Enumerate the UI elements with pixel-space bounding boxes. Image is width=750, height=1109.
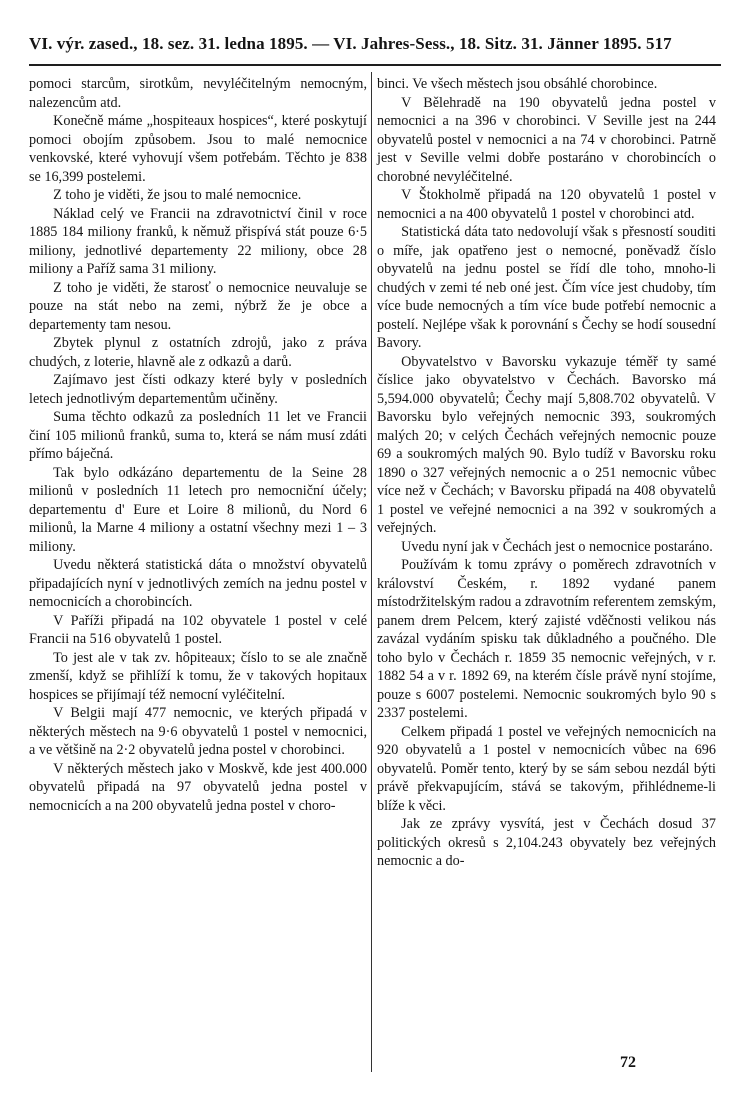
paragraph: V Štokholmě připadá na 120 obyvatelů 1 postel v nemocnici a na 400 obyvatelů 1 postel v chorobinci atd.	[377, 187, 716, 222]
paragraph: pomoci starcům, sirotkům, nevyléčitelným nemocným, nalezencům atd.	[29, 76, 367, 111]
left-column	[29, 75, 367, 815]
paragraph: Používám k tomu zprávy o poměrech zdravotních v království Českém, r. 1892 vydané panem místodržitelským radou a zdravotním referentem zemským, panem drem Pelcem, který zajisté vděčnosti velikou nás zavázal vydáním spisku tak důkladného a poučného. Dle toho bylo v Čechách r. 1859 35 nemocnic veřejných, v r. 1882 54 a v r. 1892 69, na kterém čísle právě nyní stojíme, pouze s 6007 postelemi. Nemocnic soukromých bylo 90 s 2337 postelemi.	[377, 557, 716, 721]
paragraph: V Paříži připadá na 102 obyvatele 1 postel v celé Francii na 516 obyvatelů 1 postel.	[29, 612, 367, 647]
paragraph: Celkem připadá 1 postel ve veřejných nemocnicích na 920 obyvatelů a 1 postel v nemocnicích vůbec na 696 obyvatelů. Poměr tento, který by se sám sebou nezdál býti právě překvapujícím, stává se takovým, přihlédneme-li blíže k věci.	[377, 723, 716, 814]
paragraph: Uvedu některá statistická dáta o množství obyvatelů připadajících nyní v jednotlivých zemích na jednu postel v nemocnicích a chorobincích.	[29, 557, 367, 610]
column-divider	[371, 72, 372, 1072]
page-number: 72	[620, 1054, 636, 1071]
paragraph: To jest ale v tak zv. hôpiteaux; číslo to se ale značně zmenší, když se přihlíží k tomu, že v takových hopitaux hospices se přijímají též nemocní vyléčitelní.	[29, 649, 367, 703]
header-rule	[29, 64, 721, 66]
paragraph: Uvedu nyní jak v Čechách jest o nemocnice postaráno.	[401, 538, 713, 555]
paragraph: Obyvatelstvo v Bavorsku vykazuje téměř ty samé číslice jako obyvatelstvo v Čechách. Bavorsko má 5,594.000 obyvatelů; Čechy mají 5,808.702 obyvatelů. V Bavorsku bylo veřejných nemocnic 393, soukromých malých 20; v celých Čechách veřejných nemocnic pouze 69 a soukromých malých 90. Bylo tudíž v Bavorsku roku 1890 o 327 veřejných nemocnic a o 251 nemocnic vůbec více než v Čechách; v Bavorsku připadá na 408 obyvatelů 1 postel ve veřejné nemocnici a na 392 v soukromých a veřejných.	[377, 353, 716, 536]
right-column	[377, 75, 716, 871]
paragraph: Jak ze zprávy vysvítá, jest v Čechách dosud 37 politických okresů s 2,104.243 obyvately bez veřejných nemocnic a do-	[377, 816, 716, 869]
paragraph: Statistická dáta tato nedovolují však s přesností souditi o míře, jak opatřeno jest o nemocné, poněvadž číslo obyvatelů na jednu postel se řídí dle toho, mnoho-li chudých v zemi té neb oné jest. Čím více jest chudoby, tím více bude nemocných a tím více bude potřebí nemocnic a postelí. Nejlépe však k porovnání s Čechy se hodí sousední Bavory.	[377, 224, 716, 351]
paragraph: Z toho je viděti, že starosť o nemocnice neuvaluje se pouze na stát nebo na zemi, nýbrž že je obce a departementy tam nesou.	[29, 279, 367, 333]
paragraph: V Bělehradě na 190 obyvatelů jedna postel v nemocnici a na 396 v chorobinci. V Seville jest na 244 obyvatelů postel v nemocnici a na 74 v chorobinci. Patrně jest v Seville velmi dobře postaráno v chorobincích o chorobné nevyléčitelné.	[377, 94, 716, 185]
running-head: VI. výr. zased., 18. sez. 31. ledna 1895. — VI. Jahres-Sess., 18. Sitz. 31. Jänner 1895. 517	[29, 34, 672, 53]
paragraph: Suma těchto odkazů za posledních 11 let ve Francii činí 105 milionů franků, suma to, která se nám musí zdáti přímo báječná.	[29, 409, 367, 462]
paragraph: Zajímavo jest čísti odkazy které byly v posledních letech jednotlivým departementům učiněny.	[29, 372, 367, 407]
paragraph: Tak bylo odkázáno departementu de la Seine 28 milionů v posledních 11 letech pro nemocniční účely; departementu d' Eure et Loire 8 milionů, du Nord 6 milionů, la Marne 4 miliony a ostatní všechny mezi 1 – 3 miliony.	[29, 464, 367, 555]
paragraph: Náklad celý ve Francii na zdravotnictví činil v roce 1885 184 miliony franků, k němuž přispívá stát pouze 6·5 miliony, jednotlivé departementy 22 miliony, obce 28 miliony a Paříž sama 31 miliony.	[29, 205, 367, 277]
paragraph: V některých městech jako v Moskvě, kde jest 400.000 obyvatelů připadá na 97 obyvatelů jedna postel v nemocnicích a na 200 obyvatelů jedna postel v choro-	[29, 760, 367, 814]
paragraph: Zbytek plynul z ostatních zdrojů, jako z práva chudých, z loterie, hlavně ale z odkazů a darů.	[29, 335, 367, 370]
paragraph: Z toho je viděti, že jsou to malé nemocnice.	[53, 187, 302, 203]
paragraph: V Belgii mají 477 nemocnic, ve kterých připadá v některých městech na 9·6 obyvatelů 1 postel v nemocnici, a ve většině na 2·2 obyvatelů jedna postel v chorobinci.	[29, 705, 367, 758]
paragraph: binci. Ve všech městech jsou obsáhlé chorobince.	[377, 76, 658, 92]
paragraph: Konečně máme „hospiteaux hospices“, které poskytují pomoci obojím způsobem. Jsou to malé nemocnice venkovské, které vyhovují všem potřebám. Těchto je 838 se 16,399 postelemi.	[29, 113, 367, 185]
